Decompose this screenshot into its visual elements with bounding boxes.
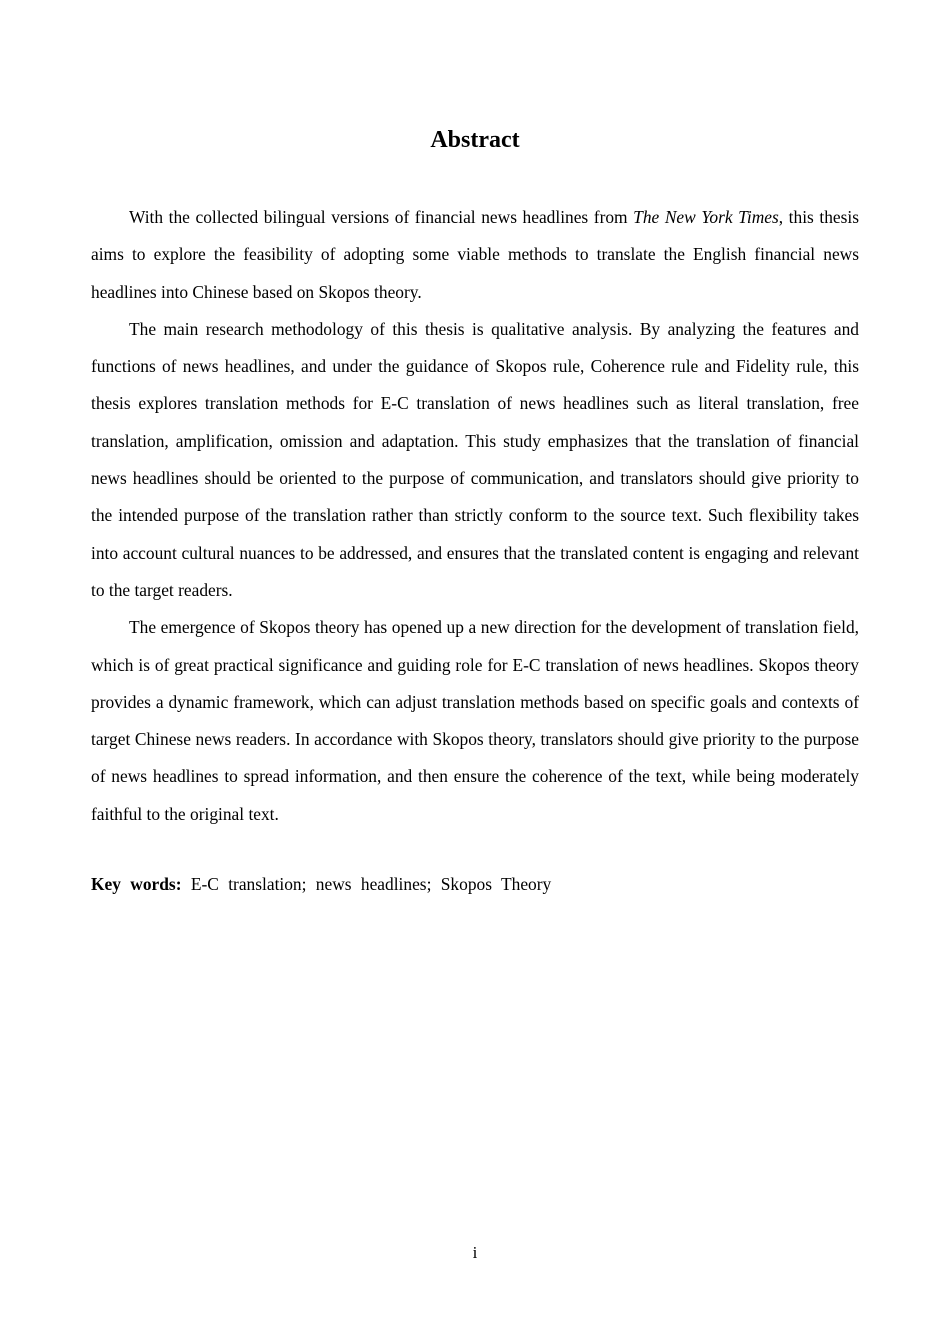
- publication-name: The New York Times: [633, 207, 779, 227]
- keywords-value: E-C translation; news headlines; Skopos Theory: [190, 874, 552, 894]
- keywords-label: Key words:: [91, 874, 182, 894]
- abstract-paragraph-2: The main research methodology of this thesis is qualitative analysis. By analyzing the features and functions of news headlines, and under the guidance of Skopos rule, Coherence rule and Fidelity rule, this thesis explores translation methods for E-C translation of news headlines such as literal translation, free translation, amplification, omission and adaptation. This study emphasizes that the translation of financial news headlines should be oriented to the purpose of communication, and translators should give priority to the intended purpose of the translation rather than strictly conform to the source text. Such flexibility takes into account cultural nuances to be addressed, and ensures that the translated content is engaging and relevant to the target readers.: [91, 318, 859, 600]
- paragraph-1-text-start: With the collected bilingual versions of financial news headlines from: [129, 207, 634, 227]
- abstract-paragraph-1: [91, 199, 859, 311]
- paragraph-1-text-end: , this thesis aims to explore the feasibility of adopting some viable methods to translate the English financial news headlines into Chinese based on Skopos theory.: [91, 207, 859, 302]
- keywords-line: [91, 866, 859, 903]
- abstract-body: [91, 199, 859, 833]
- page-number: i: [472, 1243, 478, 1262]
- abstract-paragraph-3: The emergence of Skopos theory has opened up a new direction for the development of translation field, which is of great practical significance and guiding role for E-C translation of news headlines. Skopos theory provides a dynamic framework, which can adjust translation methods based on specific goals and contexts of target Chinese news readers. In accordance with Skopos theory, translators should give priority to the purpose of news headlines to spread information, and then ensure the coherence of the text, while being moderately faithful to the original text.: [91, 617, 859, 824]
- abstract-title: Abstract: [430, 127, 520, 153]
